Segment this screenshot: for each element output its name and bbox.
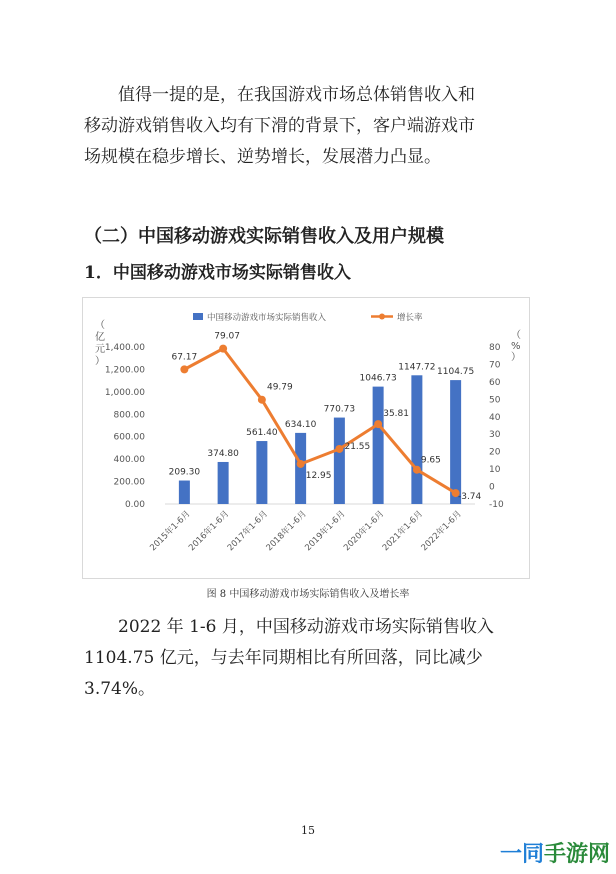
growth-rate-label: 79.07 <box>214 331 241 342</box>
category-label: 2018年1-6月 <box>264 509 309 554</box>
right-tick-label: 10 <box>489 465 501 476</box>
left-tick-label: 200.00 <box>113 477 145 488</box>
left-axis-title: （亿元） <box>95 320 105 367</box>
growth-rate-point <box>413 466 421 474</box>
growth-rate-point <box>258 396 266 404</box>
watermark-part1: 一同 <box>499 842 544 867</box>
left-tick-label: 1,200.00 <box>104 365 145 376</box>
growth-rate-label: -3.74 <box>457 492 482 503</box>
right-tick-label: 40 <box>489 412 501 423</box>
growth-rate-point <box>219 345 227 353</box>
category-label: 2020年1-6月 <box>342 509 387 554</box>
revenue-bar <box>411 375 422 504</box>
right-tick-label: 60 <box>489 377 501 388</box>
growth-rate-label: 12.95 <box>305 470 332 481</box>
right-tick-label: 50 <box>489 395 501 406</box>
category-label: 2016年1-6月 <box>187 509 232 554</box>
left-tick-label: 1,000.00 <box>104 387 145 398</box>
paragraph-summary <box>84 612 534 705</box>
left-tick-label: 600.00 <box>113 432 145 443</box>
growth-rate-point <box>374 420 382 428</box>
revenue-bar <box>218 462 229 504</box>
revenue-bar-label: 634.10 <box>284 419 317 430</box>
legend-bar-label: 中国移动游戏市场实际销售收入 <box>207 313 327 323</box>
category-label: 2019年1-6月 <box>303 509 348 554</box>
growth-rate-point <box>335 445 343 453</box>
revenue-bar <box>179 481 190 504</box>
growth-rate-label: 21.55 <box>344 441 371 452</box>
paragraph-line: 值得一提的是，在我国游戏市场总体销售收入和 <box>118 85 475 105</box>
revenue-bar-label: 374.80 <box>207 448 239 459</box>
growth-rate-label: 9.65 <box>420 455 441 466</box>
revenue-bar <box>450 380 461 504</box>
revenue-bar-label: 1046.73 <box>359 373 397 384</box>
paragraph-intro <box>84 80 534 173</box>
right-tick-label: 80 <box>489 343 501 353</box>
legend-line-marker <box>379 314 385 320</box>
revenue-bar-label: 1104.75 <box>437 367 475 378</box>
paragraph-line: 场规模在稳步增长、逆势增长，发展潜力凸显。 <box>84 147 441 167</box>
right-axis-title: （%） <box>511 330 521 363</box>
legend-line-label: 增长率 <box>397 313 423 323</box>
figure-caption: 图 8 中国移动游戏市场实际销售收入及增长率 <box>206 589 410 600</box>
chart-canvas <box>83 298 529 578</box>
right-tick-label: 0 <box>489 482 495 493</box>
growth-rate-label: 35.81 <box>383 409 410 420</box>
revenue-bar <box>334 418 345 504</box>
watermark-part2: 手游网 <box>543 842 610 867</box>
paragraph-line: 1104.75 亿元，与去年同期相比有所回落，同比减少 <box>84 648 483 668</box>
subsection-heading: 1．中国移动游戏市场实际销售收入 <box>84 263 351 283</box>
category-label: 2015年1-6月 <box>148 509 193 554</box>
revenue-bar <box>373 387 384 504</box>
right-tick-label: 70 <box>489 360 501 371</box>
paragraph-line: 3.74%。 <box>84 679 156 699</box>
revenue-bar-label: 561.40 <box>246 428 278 439</box>
paragraph-line: 2022 年 1-6 月，中国移动游戏市场实际销售收入 <box>118 617 494 637</box>
paragraph-line: 移动游戏销售收入均有下滑的背景下，客户端游戏市 <box>84 116 475 136</box>
category-label: 2021年1-6月 <box>380 509 425 554</box>
page-number: 15 <box>301 824 315 837</box>
category-label: 2017年1-6月 <box>225 509 270 554</box>
left-tick-label: 800.00 <box>113 410 145 421</box>
legend-bar-swatch <box>193 313 203 320</box>
right-tick-label: 30 <box>489 430 501 441</box>
growth-rate-point <box>180 365 188 373</box>
growth-rate-label: 67.17 <box>171 352 198 363</box>
left-tick-label: 400.00 <box>113 455 145 466</box>
right-tick-label: 20 <box>489 447 501 458</box>
revenue-growth-chart <box>82 297 530 579</box>
revenue-bar-label: 209.30 <box>168 467 201 478</box>
left-tick-label: 0.00 <box>124 500 145 510</box>
revenue-bar-label: 1147.72 <box>398 362 436 373</box>
category-label: 2022年1-6月 <box>419 509 464 554</box>
growth-rate-point <box>297 460 305 468</box>
site-watermark <box>500 837 610 868</box>
section-heading: （二）中国移动游戏实际销售收入及用户规模 <box>84 226 444 247</box>
revenue-bar <box>256 441 267 504</box>
revenue-bar <box>295 433 306 504</box>
right-tick-label: -10 <box>489 500 504 510</box>
revenue-bar-label: 770.73 <box>323 404 356 415</box>
left-tick-label: 1,400.00 <box>104 343 145 353</box>
growth-rate-label: 49.79 <box>266 382 293 393</box>
